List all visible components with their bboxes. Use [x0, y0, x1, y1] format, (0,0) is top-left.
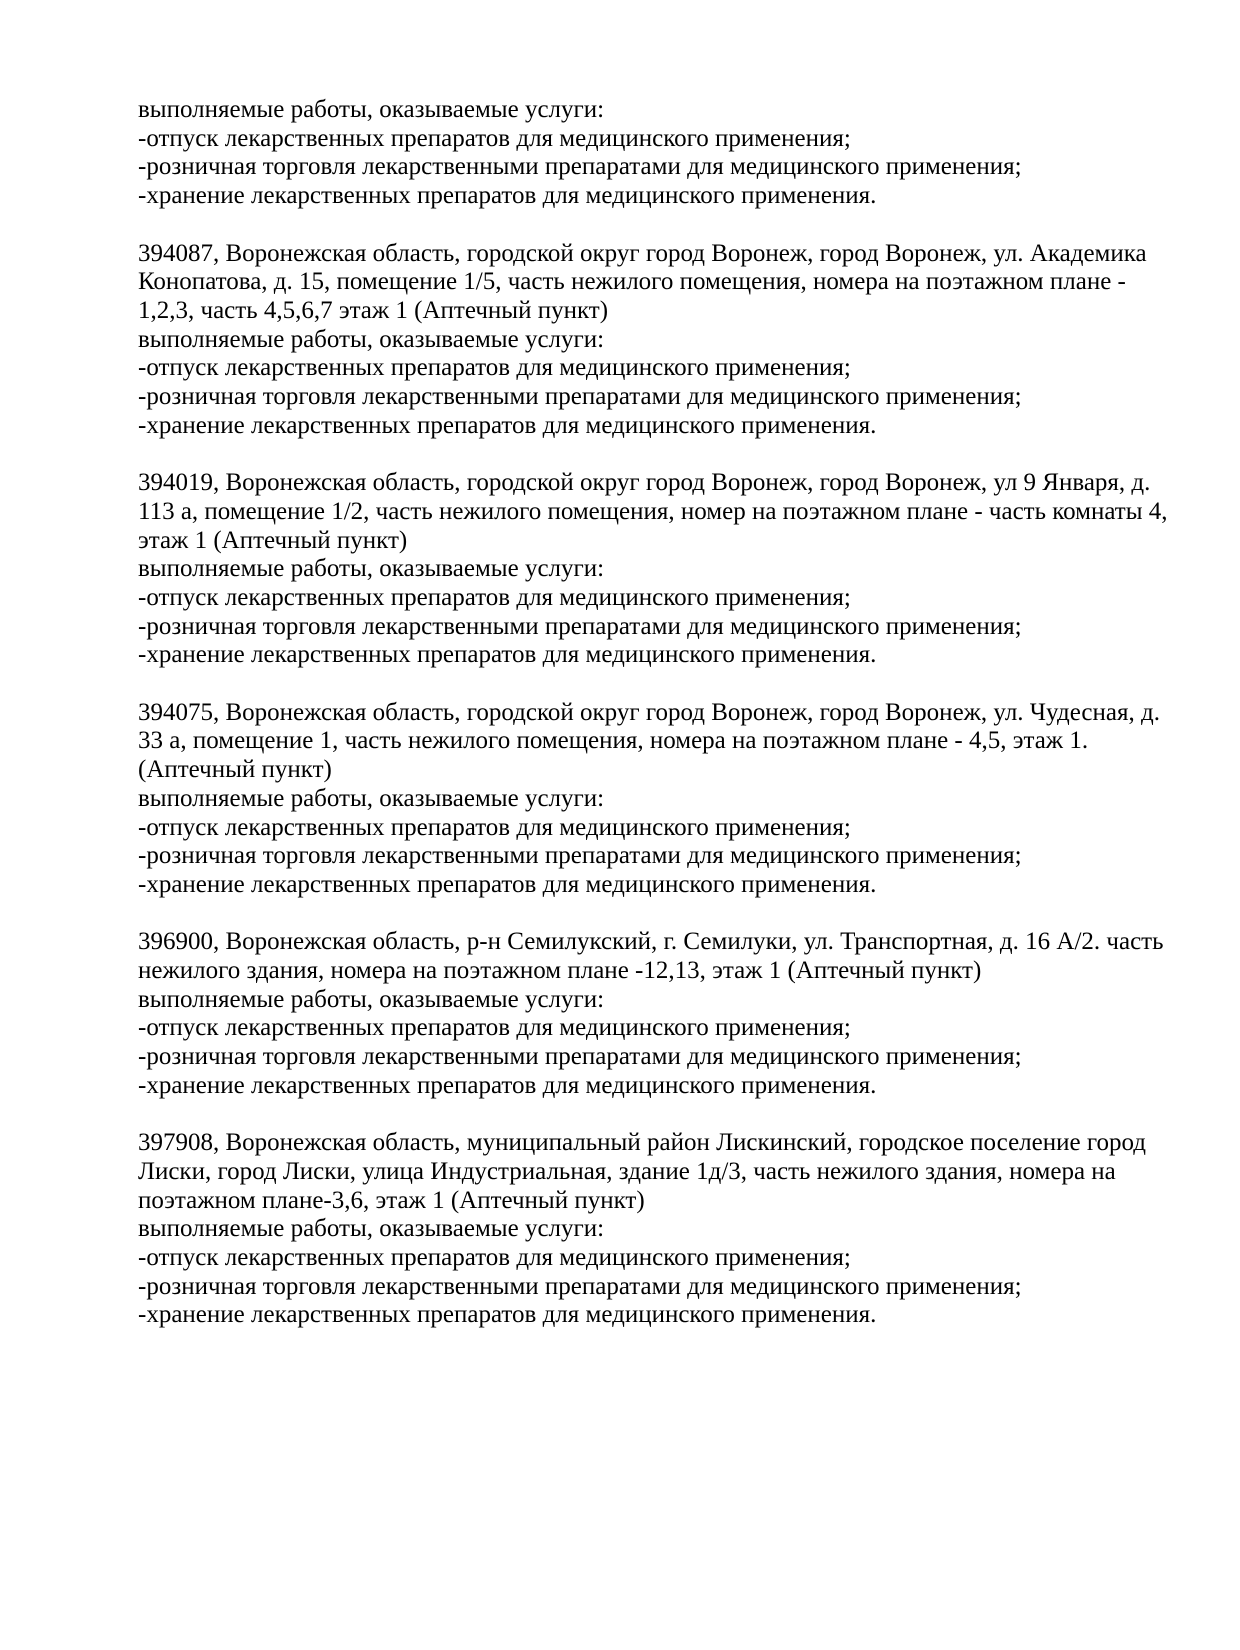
address-line: (Аптечный пункт) — [138, 756, 332, 784]
license-entry — [138, 1129, 1150, 1330]
services-header: выполняемые работы, оказываемые услуги: — [138, 985, 605, 1013]
services-header: выполняемые работы, оказываемые услуги: — [138, 325, 605, 353]
license-entry — [138, 469, 1168, 670]
address-line: 394019, Воронежская область, городской округ город Воронеж, город Воронеж, ул 9 Января, д. — [138, 469, 1151, 497]
license-entry — [138, 928, 1164, 1100]
address-line: Лиски, город Лиски, улица Индустриальная, здание 1д/3, часть нежилого здания, номера на — [138, 1157, 1116, 1185]
service-item: -отпуск лекарственных препаратов для медицинского применения; — [138, 1014, 851, 1042]
address-line: Конопатова, д. 15, помещение 1/5, часть нежилого помещения, номера на поэтажном плане - — [138, 268, 1126, 296]
service-item: -отпуск лекарственных препаратов для медицинского применения; — [138, 124, 851, 152]
service-item: -хранение лекарственных препаратов для медицинского применения. — [138, 641, 877, 669]
services-header: выполняемые работы, оказываемые услуги: — [138, 1215, 605, 1243]
service-item: -розничная торговля лекарственными препаратами для медицинского применения; — [138, 1043, 1022, 1071]
service-item: -хранение лекарственных препаратов для медицинского применения. — [138, 182, 877, 210]
address-line: 113 а, помещение 1/2, часть нежилого помещения, номер на поэтажном плане - часть комнаты 4, — [138, 497, 1168, 525]
license-entry — [138, 240, 1150, 441]
service-item: -розничная торговля лекарственными препаратами для медицинского применения; — [138, 1272, 1022, 1300]
service-item: -отпуск лекарственных препаратов для медицинского применения; — [138, 813, 851, 841]
license-entry — [138, 698, 1160, 900]
service-item: -розничная торговля лекарственными препаратами для медицинского применения; — [138, 842, 1022, 870]
address-line: поэтажном плане-3,6, этаж 1 (Аптечный пункт) — [138, 1186, 645, 1214]
service-item: -розничная торговля лекарственными препаратами для медицинского применения; — [138, 612, 1022, 640]
service-item: -отпуск лекарственных препаратов для медицинского применения; — [138, 1244, 851, 1272]
address-line: этаж 1 (Аптечный пункт) — [138, 526, 408, 554]
address-line: нежилого здания, номера на поэтажном плане -12,13, этаж 1 (Аптечный пункт) — [138, 957, 982, 985]
service-item: -розничная торговля лекарственными препаратами для медицинского применения; — [138, 153, 1022, 181]
address-line: 1,2,3, часть 4,5,6,7 этаж 1 (Аптечный пункт) — [138, 296, 609, 324]
address-line: 394075, Воронежская область, городской округ город Воронеж, город Воронеж, ул. Чудесная, д. — [138, 698, 1160, 726]
address-line: 397908, Воронежская область, муниципальный район Лискинский, городское поселение город — [138, 1129, 1146, 1157]
address-line: 394087, Воронежская область, городской округ город Воронеж, город Воронеж, ул. Академика — [138, 239, 1147, 267]
service-item: -хранение лекарственных препаратов для медицинского применения. — [138, 411, 877, 439]
license-entry — [138, 96, 1150, 211]
service-item: -хранение лекарственных препаратов для медицинского применения. — [138, 870, 877, 898]
address-line: 33 а, помещение 1, часть нежилого помещения, номера на поэтажном плане - 4,5, этаж 1. — [138, 727, 1089, 755]
services-header: выполняемые работы, оказываемые услуги: — [138, 96, 605, 123]
service-item: -хранение лекарственных препаратов для медицинского применения. — [138, 1301, 877, 1329]
service-item: -отпуск лекарственных препаратов для медицинского применения; — [138, 354, 851, 382]
services-header: выполняемые работы, оказываемые услуги: — [138, 555, 605, 583]
address-line: 396900, Воронежская область, р-н Семилукский, г. Семилуки, ул. Транспортная, д. 16 А/2. часть — [138, 928, 1164, 956]
services-header: выполняемые работы, оказываемые услуги: — [138, 784, 605, 812]
service-item: -хранение лекарственных препаратов для медицинского применения. — [138, 1071, 877, 1099]
service-item: -отпуск лекарственных препаратов для медицинского применения; — [138, 583, 851, 611]
service-item: -розничная торговля лекарственными препаратами для медицинского применения; — [138, 383, 1022, 411]
